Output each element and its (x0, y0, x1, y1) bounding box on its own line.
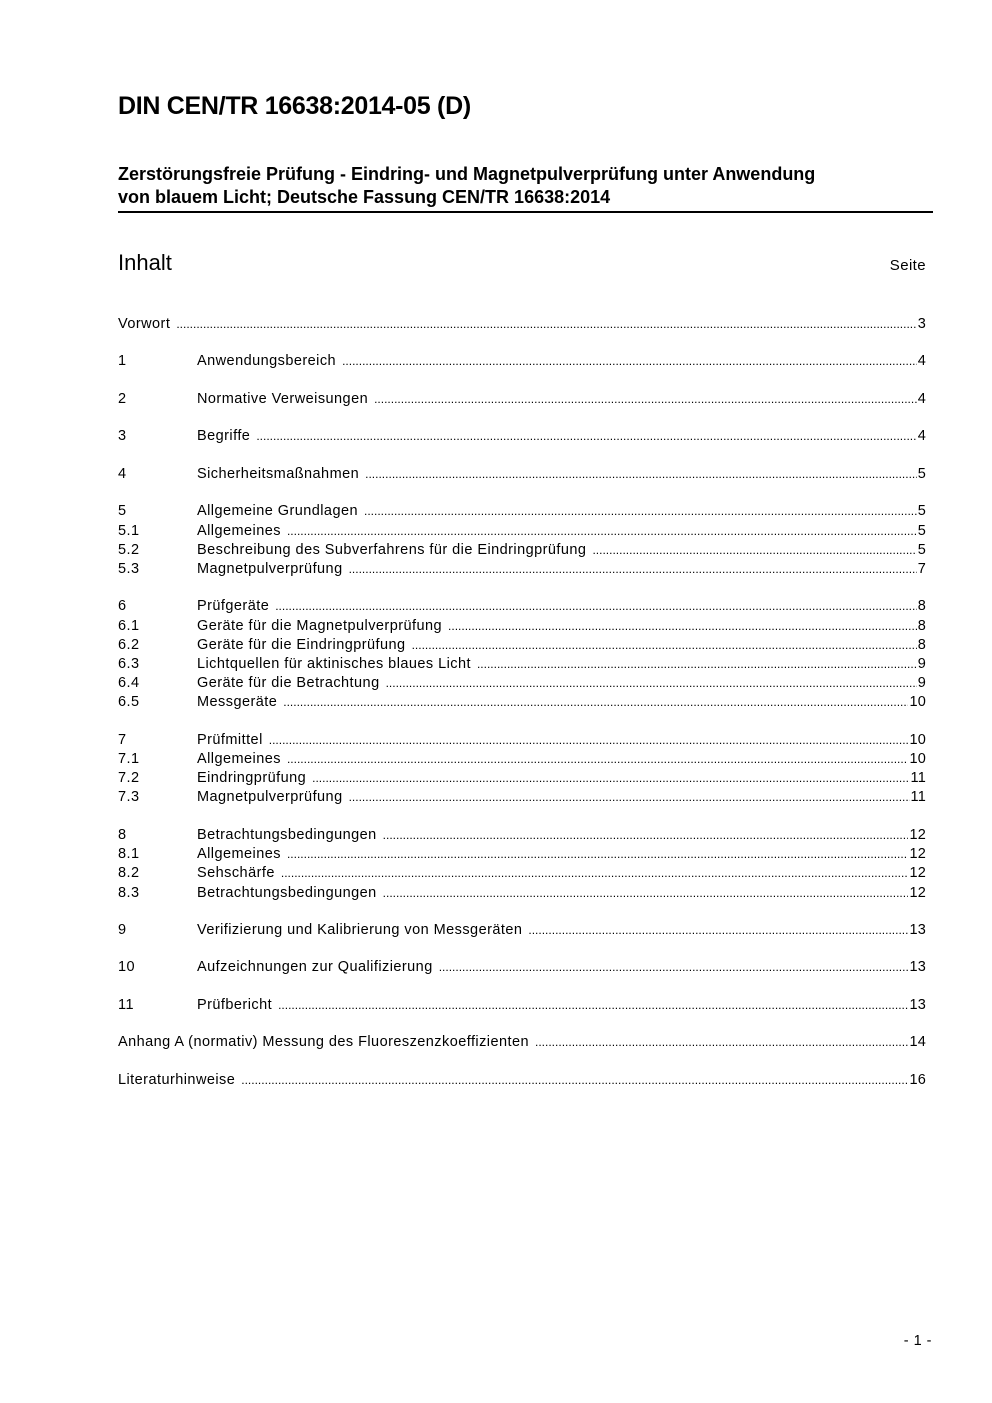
toc-dot-leader (275, 597, 917, 616)
document-title-line-1: Zerstörungsfreie Prüfung - Eindring- und Magnetpulverprüfung unter Anwendung (118, 164, 816, 184)
toc-entry-page: 4 (917, 428, 926, 445)
toc-entry-number: 1 (118, 353, 127, 370)
toc-entry[interactable] (118, 750, 926, 769)
toc-entry-page: 14 (909, 1034, 926, 1051)
toc-entry[interactable] (118, 769, 926, 788)
toc-entry-page: 5 (917, 541, 926, 558)
toc-group (118, 921, 926, 940)
toc-entry[interactable] (118, 597, 926, 616)
toc-dot-leader (386, 674, 917, 693)
toc-entry-title: Allgemeines (197, 522, 281, 539)
toc-page-column-label: Seite (889, 257, 926, 274)
toc-dot-leader (269, 731, 909, 750)
toc-entry[interactable] (118, 1071, 926, 1090)
toc-entry[interactable] (118, 636, 926, 655)
toc-group (118, 996, 926, 1015)
toc-dot-leader (287, 750, 909, 769)
toc-dot-leader (349, 788, 910, 807)
toc-entry-number: 8.3 (118, 884, 140, 901)
toc-entry[interactable] (118, 560, 926, 579)
toc-entry-number: 6.5 (118, 694, 140, 711)
toc-entry[interactable] (118, 465, 926, 484)
toc-dot-leader (383, 826, 909, 845)
document-title (118, 163, 933, 213)
toc-group (118, 1033, 926, 1052)
toc-entry-title: Vorwort (118, 316, 171, 332)
toc-entry-page: 11 (910, 770, 926, 787)
toc-group (118, 731, 926, 808)
toc-entry-page: 4 (917, 390, 926, 407)
toc-entry-title: Sehschärfe (197, 865, 275, 882)
toc-entry-number: 6.1 (118, 617, 140, 634)
toc-entry-page: 7 (917, 560, 926, 577)
toc-dot-leader (374, 390, 917, 409)
toc-dot-leader (281, 864, 909, 883)
toc-entry-title: Beschreibung des Subverfahrens für die Eindringprüfung (197, 541, 587, 558)
toc-dot-leader (448, 617, 917, 636)
toc-dot-leader (412, 636, 917, 655)
toc-dot-leader (287, 522, 917, 541)
toc-heading: Inhalt (118, 250, 172, 275)
page-number: - 1 - (903, 1333, 932, 1349)
toc-entry-page: 8 (917, 598, 926, 615)
toc-dot-leader (176, 315, 916, 334)
toc-entry-title: Normative Verweisungen (197, 390, 369, 407)
toc-entry-page: 12 (909, 884, 926, 901)
toc-group (118, 1071, 926, 1090)
toc-group (118, 352, 926, 371)
toc-entry[interactable] (118, 788, 926, 807)
toc-entry-number: 5 (118, 503, 127, 520)
toc-entry[interactable] (118, 864, 926, 883)
toc-entry-title: Geräte für die Eindringprüfung (197, 636, 406, 653)
toc-entry[interactable] (118, 427, 926, 446)
toc-entry-number: 8 (118, 826, 127, 843)
toc-entry-page: 16 (909, 1071, 926, 1088)
toc-entry-title: Verifizierung und Kalibrierung von Messgeräten (197, 921, 523, 938)
toc-dot-leader (241, 1071, 908, 1090)
toc-entry[interactable] (118, 522, 926, 541)
toc-entry-number: 7.3 (118, 789, 140, 806)
toc-entry-title: Eindringprüfung (197, 770, 307, 787)
toc-entry-number: 6.4 (118, 675, 140, 692)
toc-entry[interactable] (118, 845, 926, 864)
toc-entry[interactable] (118, 731, 926, 750)
toc-entry[interactable] (118, 693, 926, 712)
toc-entry-page: 13 (909, 921, 926, 938)
toc-entry[interactable] (118, 390, 926, 409)
toc-entry-number: 3 (118, 428, 127, 445)
toc-entry-number: 6.3 (118, 656, 140, 673)
toc-entry[interactable] (118, 1033, 926, 1052)
toc-dot-leader (278, 996, 908, 1015)
toc-dot-leader (342, 352, 917, 371)
toc-entry-number: 5.2 (118, 541, 140, 558)
toc-entry[interactable] (118, 921, 926, 940)
toc-dot-leader (592, 541, 916, 560)
toc-entry-number: 11 (118, 996, 134, 1013)
toc-dot-leader (439, 958, 909, 977)
toc-entry-title: Prüfmittel (197, 731, 263, 748)
toc-group (118, 390, 926, 409)
toc-entry-page: 5 (917, 522, 926, 539)
toc-entry-page: 11 (910, 789, 926, 806)
toc-entry-title: Geräte für die Betrachtung (197, 675, 380, 692)
toc-group (118, 315, 926, 334)
toc-group (118, 502, 926, 579)
toc-entry[interactable] (118, 352, 926, 371)
toc-entry-number: 6.2 (118, 636, 140, 653)
toc-dot-leader (383, 884, 909, 903)
document-title-line-2: von blauem Licht; Deutsche Fassung CEN/TR 16638:2014 (118, 187, 611, 207)
toc-entry-title: Prüfgeräte (197, 598, 270, 615)
toc-entry-title: Anwendungsbereich (197, 353, 337, 370)
toc-group (118, 597, 926, 712)
toc-entry-number: 7.2 (118, 770, 140, 787)
toc-entry-number: 2 (118, 390, 127, 407)
toc-dot-leader (312, 769, 909, 788)
toc-entry[interactable] (118, 884, 926, 903)
toc-entry-page: 13 (909, 996, 926, 1013)
toc-entry-number: 5.1 (118, 522, 140, 539)
toc-entry-title: Literaturhinweise (118, 1071, 236, 1088)
toc-group (118, 826, 926, 903)
toc-entry-page: 12 (909, 865, 926, 882)
toc-entry-number: 8.1 (118, 846, 140, 863)
toc-entry-title: Allgemeines (197, 846, 281, 863)
toc-entry-number: 10 (118, 959, 136, 976)
toc-entry-number: 4 (118, 465, 127, 482)
toc-entry[interactable] (118, 996, 926, 1015)
toc-dot-leader (528, 921, 908, 940)
toc-dot-leader (365, 465, 917, 484)
toc-entry[interactable] (118, 826, 926, 845)
toc-entry-title: Lichtquellen für aktinisches blaues Licht (197, 656, 471, 673)
toc-group (118, 427, 926, 446)
document-id: DIN CEN/TR 16638:2014-05 (D) (118, 92, 471, 120)
toc-entry-page: 9 (917, 675, 926, 692)
toc-entry-number: 5.3 (118, 560, 140, 577)
toc-entry-page: 13 (909, 959, 926, 976)
toc-entry-page: 10 (909, 694, 926, 711)
toc-entry-title: Magnetpulverprüfung (197, 560, 343, 577)
toc-entry-number: 8.2 (118, 865, 140, 882)
toc-entry-page: 12 (909, 846, 926, 863)
toc-entry-page: 10 (909, 751, 926, 768)
toc-entry[interactable] (118, 502, 926, 521)
toc-entry-number: 6 (118, 598, 127, 615)
toc-entry[interactable] (118, 315, 926, 334)
toc-group (118, 958, 926, 977)
toc-entry-page: 8 (917, 636, 926, 653)
toc-entry-page: 5 (917, 465, 926, 482)
toc-entry-title: Geräte für die Magnetpulverprüfung (197, 617, 443, 634)
toc-entry[interactable] (118, 674, 926, 693)
toc-entry-title: Sicherheitsmaßnahmen (197, 465, 360, 482)
toc-entry-title: Aufzeichnungen zur Qualifizierung (197, 959, 433, 976)
toc-entry-number: 7 (118, 731, 127, 748)
toc-entry-title: Magnetpulverprüfung (197, 789, 343, 806)
toc-entry-title: Anhang A (normativ) Messung des Fluoreszenzkoeffizienten (118, 1034, 530, 1051)
toc-entry-number: 7.1 (118, 751, 140, 768)
toc-header (118, 250, 926, 276)
toc-dot-leader (477, 655, 917, 674)
toc-entry-title: Messgeräte (197, 694, 278, 711)
toc-entry[interactable] (118, 655, 926, 674)
toc-entry-title: Prüfbericht (197, 996, 273, 1013)
toc-entry[interactable] (118, 541, 926, 560)
toc-entry-page: 9 (917, 656, 926, 673)
toc-dot-leader (349, 560, 917, 579)
toc-dot-leader (287, 845, 909, 864)
toc-dot-leader (283, 693, 908, 712)
toc-entry-page: 3 (917, 316, 926, 332)
toc-entry-title: Betrachtungsbedingungen (197, 884, 377, 901)
toc-entry-page: 10 (909, 731, 926, 748)
toc-entry-number: 9 (118, 921, 127, 938)
toc-entry-title: Allgemeine Grundlagen (197, 503, 358, 520)
toc-entry[interactable] (118, 958, 926, 977)
toc-entry-page: 4 (917, 353, 926, 370)
toc-group (118, 465, 926, 484)
toc-dot-leader (256, 427, 916, 446)
toc-entry-page: 8 (917, 617, 926, 634)
toc-dot-leader (364, 502, 917, 521)
toc-dot-leader (535, 1033, 908, 1052)
toc-entry-page: 12 (909, 826, 926, 843)
toc-entry-title: Allgemeines (197, 751, 281, 768)
toc-entry-title: Begriffe (197, 428, 251, 445)
toc-entry[interactable] (118, 617, 926, 636)
toc-entry-page: 5 (917, 503, 926, 520)
toc-entry-title: Betrachtungsbedingungen (197, 826, 377, 843)
table-of-contents (118, 315, 926, 1108)
